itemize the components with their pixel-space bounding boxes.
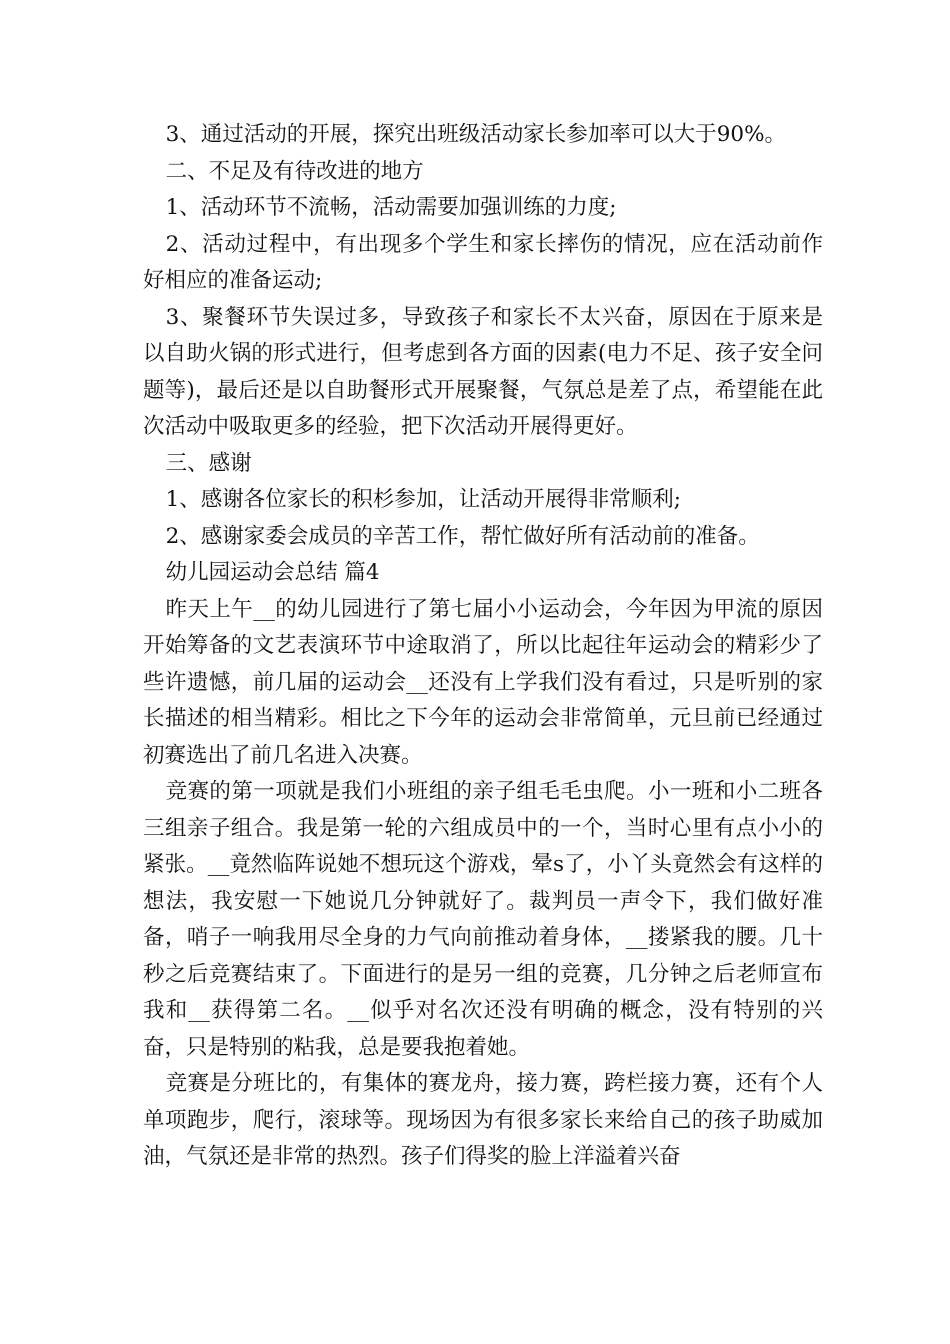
paragraph-result-3: 3、通过活动的开展，探究出班级活动家长参加率可以大于90%。 bbox=[165, 122, 787, 147]
section-heading-thanks: 三、感谢 bbox=[165, 450, 252, 476]
paragraph-first-event: 竞赛的第一项就是我们小班组的亲子组毛毛虫爬。小一班和小二班各三组亲子组合。我是第一轮的六组成员中的一个，当时心里有点小小的紧张。__竟然临阵说她不想玩这个游戏，晕s了，小丫头竟然会有这样的想法，我安慰一下她说几分钟就好了。裁判员一声令下，我们做好准备，哨子一响我用尽全身的力气向前推动着身体，__搂紧我的腰。几十秒之后竞赛结束了。下面进行的是另一组的竞赛，几分钟之后老师宣布我和__获得第二名。__似乎对名次还没有明确的概念，没有特别的兴奋，只是特别的粘我，总是要我抱着她。 bbox=[143, 779, 823, 1060]
document-body bbox=[143, 117, 823, 1176]
paragraph-thanks-2: 2、感谢家委会成员的辛苦工作，帮忙做好所有活动前的准备。 bbox=[165, 523, 760, 549]
paragraph-shortcoming-3: 3、聚餐环节失误过多，导致孩子和家长不太兴奋，原因在于原来是以自助火锅的形式进行，但考虑到各方面的因素(电力不足、孩子安全问题等)，最后还是以自助餐形式开展聚餐，气氛总是差了点，希望能在此次活动中吸取更多的经验，把下次活动开展得更好。 bbox=[143, 304, 823, 439]
paragraph-shortcoming-1: 1、活动环节不流畅，活动需要加强训练的力度; bbox=[165, 195, 617, 220]
paragraph-intro: 昨天上午__的幼儿园进行了第七届小小运动会，今年因为甲流的原因开始筹备的文艺表演环节中途取消了，所以比起往年运动会的精彩少了些许遗憾，前几届的运动会__还没有上学我们没有看过，只是听别的家长描述的相当精彩。相比之下今年的运动会非常简单，元旦前已经通过初赛选出了前几名进入决赛。 bbox=[143, 596, 823, 768]
paragraph-shortcoming-2: 2、活动过程中，有出现多个学生和家长摔伤的情况，应在活动前作好相应的准备运动; bbox=[143, 231, 823, 293]
section-heading-shortcomings: 二、不足及有待改进的地方 bbox=[165, 158, 424, 184]
paragraph-thanks-1: 1、感谢各位家长的积杉参加，让活动开展得非常顺利; bbox=[165, 487, 681, 512]
paragraph-class-events: 竞赛是分班比的，有集体的赛龙舟，接力赛，跨栏接力赛，还有个人单项跑步，爬行，滚球等。现场因为有很多家长来给自己的孩子助威加油，气氛还是非常的热烈。孩子们得奖的脸上洋溢着兴奋 bbox=[143, 1071, 823, 1169]
article-title-part-4: 幼儿园运动会总结 篇4 bbox=[165, 560, 380, 585]
